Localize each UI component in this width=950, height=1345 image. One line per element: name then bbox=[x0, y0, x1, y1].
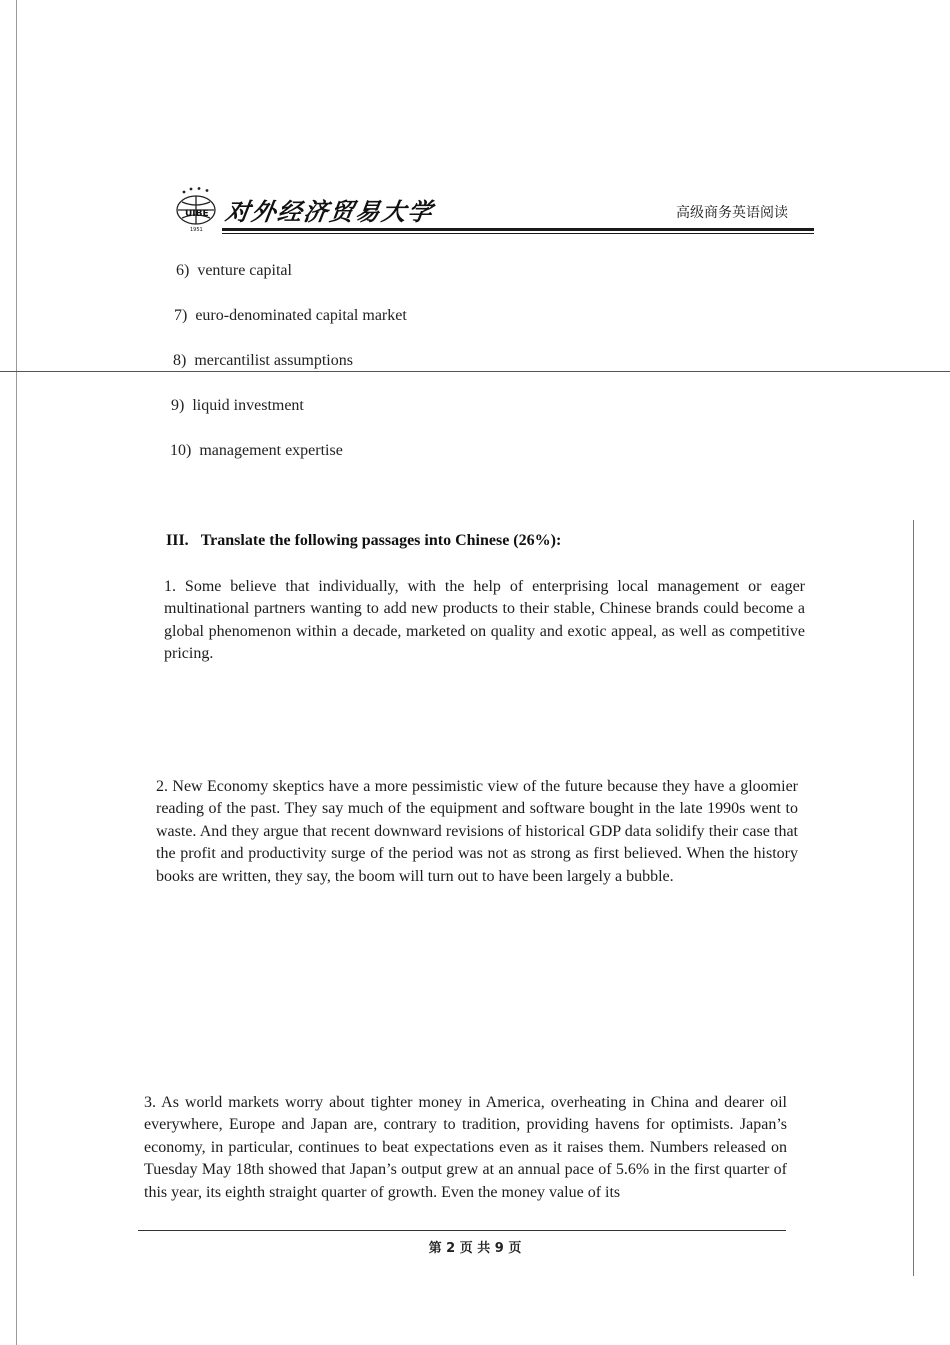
section-heading bbox=[166, 532, 561, 550]
scan-fold-line bbox=[0, 371, 950, 372]
term-item bbox=[174, 307, 407, 325]
term-item bbox=[173, 352, 353, 370]
term-text: mercantilist assumptions bbox=[194, 352, 353, 369]
page-number: 第 2 页 共 9 页 bbox=[428, 1241, 522, 1256]
term-number: 8) bbox=[173, 352, 187, 369]
header-rule-thin bbox=[222, 233, 814, 234]
passage-3 bbox=[144, 1092, 787, 1204]
passage-1 bbox=[164, 576, 805, 666]
term-number: 9) bbox=[171, 397, 185, 414]
passage-text: 1. Some believe that individually, with the help of enterprising local management or eager multinational partners wanting to add new products to their stable, Chinese brands could become a global phenomenon within a decade, marketed on quality and exotic appeal, as well as competitive pricing. bbox=[164, 578, 805, 663]
term-text: management expertise bbox=[199, 442, 343, 459]
svg-text:UIBE: UIBE bbox=[185, 209, 209, 219]
university-name: 对外经济贸易大学 bbox=[223, 197, 436, 226]
term-number: 10) bbox=[170, 442, 192, 459]
term-text: venture capital bbox=[197, 262, 292, 279]
term-number: 7) bbox=[174, 307, 188, 324]
university-logo bbox=[170, 186, 222, 232]
passage-2 bbox=[156, 776, 798, 888]
term-text: euro-denominated capital market bbox=[195, 307, 407, 324]
term-item bbox=[170, 442, 343, 460]
section-title: Translate the following passages into Chinese (26%): bbox=[200, 532, 562, 549]
passage-text: 3. As world markets worry about tighter money in America, overheating in China and dearer oil everywhere, Europe and Japan are, contrary to tradition, providing havens for optimists. Japan’s economy, in particular, continues to beat expectations even as it raises them. Numbers released on Tuesday May 18th showed that Japan’s output grew at an annual pace of 5.6% in the first quarter of this year, its eighth straight quarter of growth. Even the money value of its bbox=[144, 1094, 787, 1201]
scan-edge-line-right bbox=[913, 520, 914, 1276]
scan-edge-line-left bbox=[16, 0, 17, 1345]
header-rule bbox=[222, 228, 814, 231]
term-item bbox=[176, 262, 292, 280]
section-number: III. bbox=[166, 532, 189, 549]
course-title: 高级商务英语阅读 bbox=[676, 205, 788, 221]
term-number: 6) bbox=[176, 262, 190, 279]
passage-text: 2. New Economy skeptics have a more pessimistic view of the future because they have a gloomier reading of the past. They say much of the equipment and software bought in the late 1990s went to waste. And they argue that recent downward revisions of historical GDP data solidify their case that the profit and productivity surge of the period was not as strong as first believed. When the history books are written, they say, the boom will turn out to have been largely a bubble. bbox=[156, 778, 798, 885]
term-item bbox=[171, 397, 304, 415]
footer-rule bbox=[138, 1230, 786, 1231]
term-text: liquid investment bbox=[192, 397, 304, 414]
svg-text:1951: 1951 bbox=[190, 227, 203, 232]
